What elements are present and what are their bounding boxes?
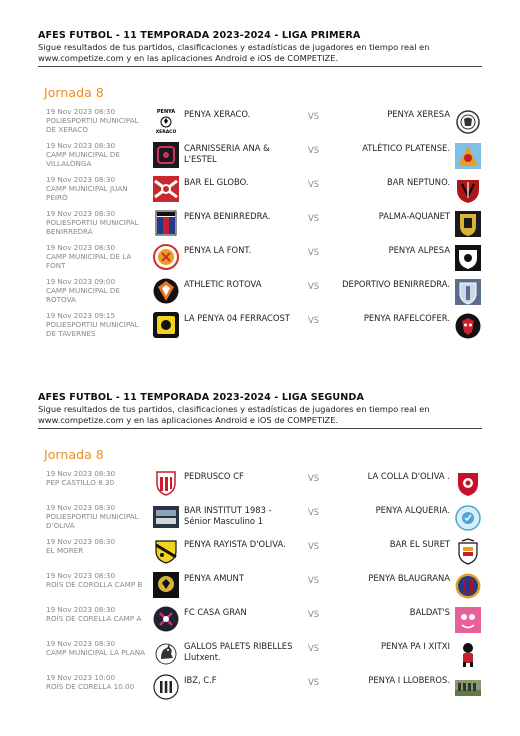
colla-oliva-crest-icon	[454, 470, 482, 498]
vs-label: VS	[308, 677, 320, 687]
match-list	[38, 469, 482, 707]
league-section-segunda	[38, 392, 482, 707]
match-row[interactable]	[38, 503, 482, 537]
away-team[interactable]: PENYA PA I XITXI	[380, 641, 450, 651]
xeraco-crest-icon	[152, 107, 180, 135]
league-description-line-1: Sigue resultados de tus partidos, clasificaciones y estadísticas de jugadores en tiempo real en	[38, 404, 430, 414]
vs-label: VS	[308, 179, 320, 189]
match-venue: CAMP MUNICIPAL DE LA FONT	[46, 252, 132, 271]
vs-label: VS	[308, 111, 320, 121]
vs-label: VS	[308, 507, 320, 517]
vs-label: VS	[308, 315, 320, 325]
vs-label: VS	[308, 575, 320, 585]
match-info	[46, 243, 146, 271]
la-font-crest-icon	[152, 243, 180, 271]
gallos-palets-crest-icon	[152, 639, 180, 667]
pedrusco-crest-icon	[152, 469, 180, 497]
ibz-crest-icon	[152, 673, 180, 701]
blaugrana-crest-icon	[454, 572, 482, 600]
home-team[interactable]: BAR EL GLOBO.	[184, 177, 249, 187]
league-title: AFES FUTBOL - 11 TEMPORADA 2023-2024 - LIGA PRIMERA	[38, 30, 361, 41]
match-info	[46, 311, 146, 339]
match-venue: CAMP MUNICIPAL DE VILLALONGA	[46, 150, 121, 169]
home-team[interactable]: ATHLETIC ROTOVA	[184, 279, 262, 289]
match-info	[46, 209, 146, 237]
match-venue: ROÍS DE CORELLA 10.00	[46, 682, 135, 692]
home-team[interactable]: PEDRUSCO CF	[184, 471, 244, 481]
away-team[interactable]: PENYA ALPESA	[388, 245, 450, 255]
home-team[interactable]: PENYA XERACO.	[184, 109, 251, 119]
match-venue: EL MORER	[46, 546, 84, 556]
league-description-line-2: www.competize.com y en las aplicaciones Android e iOS de COMPETIZE.	[38, 53, 339, 63]
rafelcofer-crest-icon	[454, 312, 482, 340]
match-row[interactable]	[38, 605, 482, 639]
away-team[interactable]: PENYA ALQUERIA.	[375, 505, 450, 515]
match-info	[46, 605, 146, 623]
rotova-crest-icon	[152, 277, 180, 305]
ferracost-crest-icon	[152, 311, 180, 339]
away-team[interactable]: BALDAT'S	[409, 607, 450, 617]
match-info	[46, 673, 146, 691]
home-team[interactable]: CARNISSERIA ANA & L'ESTEL	[184, 143, 270, 164]
vs-label: VS	[308, 213, 320, 223]
match-venue: POLIESPORTIU MUNICIPAL BENIRREDRÀ	[46, 218, 139, 237]
vs-label: VS	[308, 247, 320, 257]
match-info	[46, 175, 146, 203]
home-team[interactable]: FC CASA GRAN	[184, 607, 247, 617]
match-datetime: 19 Nov 2023 09:00	[46, 277, 116, 286]
pa-i-xitxi-crest-icon	[454, 640, 482, 668]
section-divider	[38, 66, 482, 67]
match-info	[46, 469, 146, 487]
away-team[interactable]: PENYA RAFELCOFER.	[363, 313, 450, 323]
away-team[interactable]: PENYA XERESA	[387, 109, 450, 119]
match-row[interactable]	[38, 469, 482, 503]
match-venue: CAMP MUNICIPAL LA PLANA	[46, 648, 146, 658]
away-team[interactable]: LA COLLA D'OLIVA .	[367, 471, 450, 481]
neptuno-crest-icon	[454, 176, 482, 204]
away-team[interactable]: DEPORTIVO BENIRREDRA.	[342, 279, 450, 289]
match-datetime: 19 Nov 2023 08:30	[46, 243, 116, 252]
away-team[interactable]: PENYA I LLOBEROS.	[368, 675, 450, 685]
match-info	[46, 571, 146, 589]
benirredra-crest-icon	[152, 209, 180, 237]
suret-crest-icon	[454, 538, 482, 566]
amunt-crest-icon	[152, 571, 180, 599]
alqueria-crest-icon	[454, 504, 482, 532]
match-datetime: 19 Nov 2023 08:30	[46, 209, 116, 218]
match-datetime: 19 Nov 2023 08:30	[46, 141, 116, 150]
deportivo-benirredra-crest-icon	[454, 278, 482, 306]
match-info	[46, 277, 146, 305]
away-team[interactable]: PENYA BLAUGRANA	[368, 573, 450, 583]
away-team[interactable]: ATLÉTICO PLATENSE.	[362, 143, 450, 153]
section-divider	[38, 428, 482, 429]
vs-label: VS	[308, 145, 320, 155]
match-venue: POLIESPORTIU MUNICIPAL DE XERACO	[46, 116, 139, 135]
vs-label: VS	[308, 541, 320, 551]
match-row[interactable]	[38, 243, 482, 277]
match-datetime: 19 Nov 2023 10:00	[46, 673, 116, 682]
home-team[interactable]: PENYA AMUNT	[184, 573, 244, 583]
casa-gran-crest-icon	[152, 605, 180, 633]
palma-aquanet-crest-icon	[454, 210, 482, 238]
match-info	[46, 141, 146, 169]
match-row[interactable]	[38, 277, 482, 311]
match-row[interactable]	[38, 209, 482, 243]
xeresa-crest-icon	[454, 108, 482, 136]
globo-crest-icon	[152, 175, 180, 203]
match-datetime: 19 Nov 2023 08:30	[46, 469, 116, 478]
bar-institut-crest-icon	[152, 503, 180, 531]
match-info	[46, 107, 146, 135]
match-row[interactable]	[38, 639, 482, 673]
home-team[interactable]: BAR INSTITUT 1983 - Sénior Masculino 1	[184, 505, 272, 526]
match-row[interactable]	[38, 141, 482, 175]
match-row[interactable]	[38, 311, 482, 345]
baldats-crest-icon	[454, 606, 482, 634]
rayista-crest-icon	[152, 537, 180, 565]
match-venue: ROÍS DE CORELLA CAMP A	[46, 614, 142, 624]
home-team[interactable]: PENYA RAYISTA D'OLIVA.	[184, 539, 286, 549]
home-team[interactable]: IBZ, C.F	[184, 675, 217, 685]
league-description-line-1: Sigue resultados de tus partidos, clasificaciones y estadísticas de jugadores en tiempo real en	[38, 42, 430, 52]
match-venue: PEP CASTILLO 8.30	[46, 478, 115, 488]
match-info	[46, 503, 146, 531]
platense-crest-icon	[454, 142, 482, 170]
match-venue: CAMP MUNICIPAL JUAN PEIRÓ	[46, 184, 128, 203]
league-section-primera	[38, 30, 482, 345]
match-datetime: 19 Nov 2023 08:30	[46, 175, 116, 184]
away-team[interactable]: BAR EL SURET	[389, 539, 450, 549]
match-venue: ROÍS DE COROLLA CAMP B	[46, 580, 143, 590]
match-row[interactable]	[38, 673, 482, 707]
vs-label: VS	[308, 643, 320, 653]
away-team[interactable]: BAR NEPTUNO.	[387, 177, 450, 187]
carnisseria-crest-icon	[152, 141, 180, 169]
match-datetime: 19 Nov 2023 08:30	[46, 503, 116, 512]
round-heading: Jornada 8	[44, 85, 104, 100]
match-datetime: 19 Nov 2023 09:15	[46, 311, 116, 320]
home-team[interactable]: LA PENYA 04 FERRACOST	[184, 313, 290, 323]
svg-text:XERACO: XERACO	[155, 130, 177, 135]
home-team[interactable]: PENYA LA FONT.	[184, 245, 252, 255]
match-info	[46, 537, 146, 555]
vs-label: VS	[308, 473, 320, 483]
match-datetime: 19 Nov 2023 08:30	[46, 605, 116, 614]
match-row[interactable]	[38, 107, 482, 141]
match-info	[46, 639, 146, 657]
round-heading: Jornada 8	[44, 447, 104, 462]
svg-text:PENYA: PENYA	[156, 109, 176, 115]
lloberos-crest-icon	[454, 674, 482, 702]
home-team[interactable]: GALLOS PALETS RIBELLES Llutxent.	[184, 641, 293, 662]
alpesa-crest-icon	[454, 244, 482, 272]
match-datetime: 19 Nov 2023 08:30	[46, 639, 116, 648]
home-team[interactable]: PENYA BENIRREDRA.	[184, 211, 271, 221]
match-row[interactable]	[38, 175, 482, 209]
match-list	[38, 107, 482, 345]
match-row[interactable]	[38, 571, 482, 605]
match-venue: CAMP MUNICIPAL DE ROTOVA	[46, 286, 121, 305]
match-venue: POLIESPORTIU MUNICIPAL D'OLIVA	[46, 512, 139, 531]
match-datetime: 19 Nov 2023 08:30	[46, 107, 116, 116]
league-description-line-2: www.competize.com y en las aplicaciones Android e iOS de COMPETIZE.	[38, 415, 339, 425]
match-venue: POLIESPORTIU MUNICIPAL DE TAVERNES	[46, 320, 139, 339]
vs-label: VS	[308, 281, 320, 291]
match-datetime: 19 Nov 2023 08:30	[46, 571, 116, 580]
vs-label: VS	[308, 609, 320, 619]
match-row[interactable]	[38, 537, 482, 571]
match-datetime: 19 Nov 2023 08:30	[46, 537, 116, 546]
away-team[interactable]: PALMA-AQUANET	[378, 211, 450, 221]
league-title: AFES FUTBOL - 11 TEMPORADA 2023-2024 - LIGA SEGUNDA	[38, 392, 364, 403]
